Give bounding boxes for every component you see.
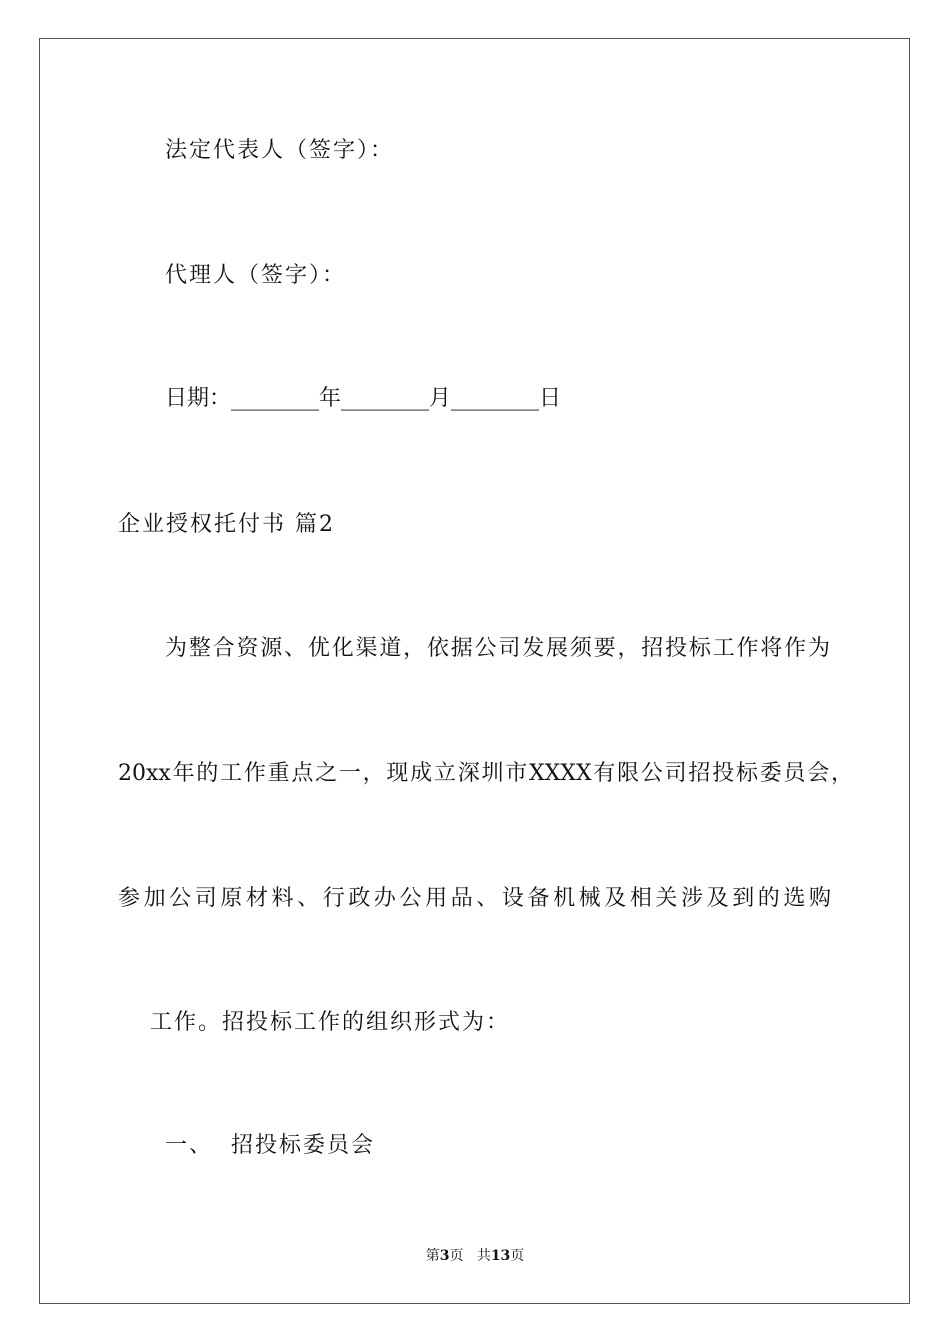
total-suffix: 页 <box>510 1248 525 1264</box>
page-prefix: 第 <box>425 1248 440 1264</box>
legal-representative-signature-line: 法定代表人（签字）： <box>165 138 395 163</box>
total-pages: 13 <box>490 1248 511 1264</box>
section-heading: 企业授权托付书 篇2 <box>118 512 335 537</box>
agent-signature-line: 代理人（签字）： <box>165 263 347 288</box>
page-number: 3 <box>439 1248 450 1264</box>
page-footer <box>0 1247 950 1265</box>
date-line: 日期：________年________月________日 <box>165 386 562 411</box>
paragraph-line-3: 参加公司原材料、行政办公用品、设备机械及相关涉及到的选购 <box>118 886 831 911</box>
subsection-heading: 一、 招投标委员会 <box>165 1133 375 1158</box>
paragraph-line-4: 工作。招投标工作的组织形式为： <box>150 1010 511 1035</box>
total-prefix: 共 <box>476 1248 491 1264</box>
page-border <box>39 38 910 1304</box>
page-suffix: 页 <box>449 1248 464 1264</box>
paragraph-line-2: 20xx年的工作重点之一，现成立深圳市XXXX有限公司招投标委员会， <box>118 761 853 786</box>
paragraph-line-1: 为整合资源、优化渠道，依据公司发展须要，招投标工作将作为 <box>165 636 830 661</box>
